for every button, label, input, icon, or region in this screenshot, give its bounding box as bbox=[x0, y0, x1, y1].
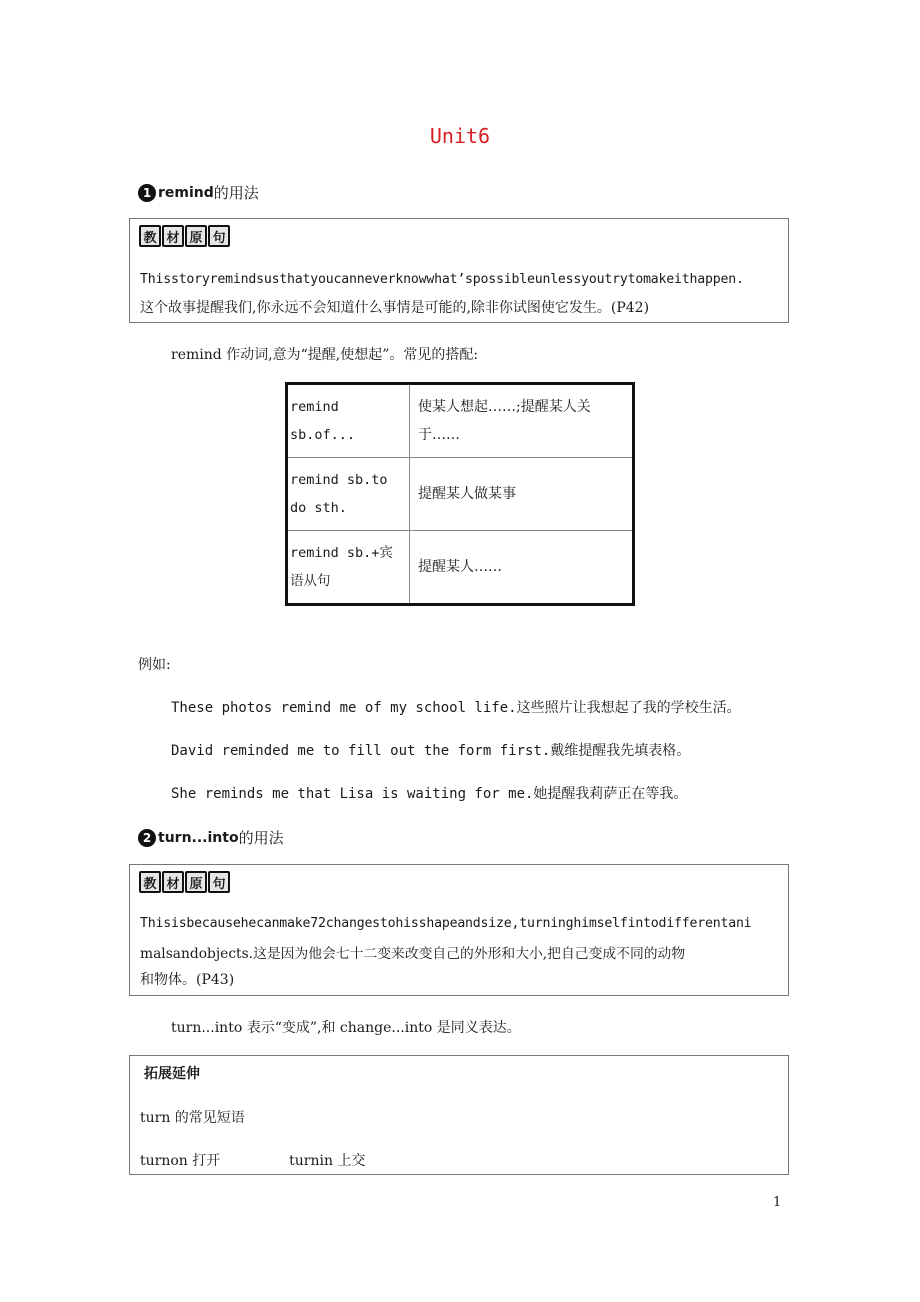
extension-title: 拓展延伸 bbox=[144, 1066, 200, 1082]
extension-box bbox=[129, 1055, 789, 1175]
phrase: turnin bbox=[289, 1153, 334, 1169]
section-2-heading bbox=[138, 827, 284, 848]
section-number-badge: 2 bbox=[138, 829, 156, 847]
extension-subtitle: turn 的常见短语 bbox=[140, 1110, 245, 1126]
tag-char: 句 bbox=[208, 871, 230, 893]
source-sentence-zh: 这个故事提醒我们,你永远不会知道什么事情是可能的,除非你试图使它发生。(P42) bbox=[140, 300, 650, 316]
source-sentence-line: 和物体。(P43) bbox=[140, 972, 235, 988]
section-1-heading bbox=[138, 182, 259, 203]
section-suffix: 的用法 bbox=[238, 829, 284, 847]
tag-char: 句 bbox=[208, 225, 230, 247]
section-keyword: remind bbox=[158, 184, 214, 201]
collocation-table bbox=[285, 382, 635, 606]
tag-char: 教 bbox=[139, 225, 161, 247]
source-sentence-line: Thisisbecausehecanmake72changestohisshapeandsize,turninghimselfintodifferentani bbox=[140, 916, 752, 931]
section-keyword: turn...into bbox=[158, 829, 239, 846]
example-sentence: She reminds me that Lisa is waiting for me.她提醒我莉萨正在等我。 bbox=[171, 786, 688, 802]
tag-char: 原 bbox=[185, 871, 207, 893]
table-row bbox=[287, 531, 634, 605]
meaning-cell: 提醒某人做某事 bbox=[410, 458, 634, 531]
textbook-source-box bbox=[129, 864, 789, 996]
source-sentence-en: Thisstoryremindsusthatyoucanneverknowwhat’spossibleunlessyoutrytomakeithappen. bbox=[140, 272, 744, 287]
table-row bbox=[287, 384, 634, 458]
pattern-cell: remind sb.of... bbox=[287, 384, 410, 458]
tag-char: 材 bbox=[162, 871, 184, 893]
turn-into-explanation: turn...into 表示“变成”,和 change...into 是同义表达。 bbox=[171, 1020, 521, 1036]
textbook-source-box bbox=[129, 218, 789, 323]
tag-char: 材 bbox=[162, 225, 184, 247]
page-number: 1 bbox=[773, 1195, 782, 1210]
textbook-source-tag bbox=[139, 225, 230, 247]
tag-char: 教 bbox=[139, 871, 161, 893]
phrase-meaning: 上交 bbox=[337, 1153, 366, 1169]
section-number-badge: 1 bbox=[138, 184, 156, 202]
section-suffix: 的用法 bbox=[213, 184, 259, 202]
example-sentence: These photos remind me of my school life.这些照片让我想起了我的学校生活。 bbox=[171, 700, 741, 716]
pattern-cell: remind sb.+宾 语从句 bbox=[287, 531, 410, 605]
phrase-list bbox=[140, 1150, 780, 1170]
example-label: 例如: bbox=[138, 657, 171, 673]
example-sentence: David reminded me to fill out the form first.戴维提醒我先填表格。 bbox=[171, 743, 691, 759]
textbook-source-tag bbox=[139, 871, 230, 893]
phrase-meaning: 打开 bbox=[192, 1153, 221, 1169]
page-title: Unit6 bbox=[429, 124, 491, 148]
remind-explanation: remind 作动词,意为“提醒,使想起”。常见的搭配: bbox=[171, 347, 479, 363]
phrase: turnon bbox=[140, 1153, 188, 1169]
meaning-cell: 使某人想起……;提醒某人关 于…… bbox=[410, 384, 634, 458]
table-row bbox=[287, 458, 634, 531]
pattern-cell: remind sb.to do sth. bbox=[287, 458, 410, 531]
source-sentence-line: malsandobjects.这是因为他会七十二变来改变自己的外形和大小,把自己变成不同的动物 bbox=[140, 946, 686, 962]
meaning-cell: 提醒某人…… bbox=[410, 531, 634, 605]
tag-char: 原 bbox=[185, 225, 207, 247]
